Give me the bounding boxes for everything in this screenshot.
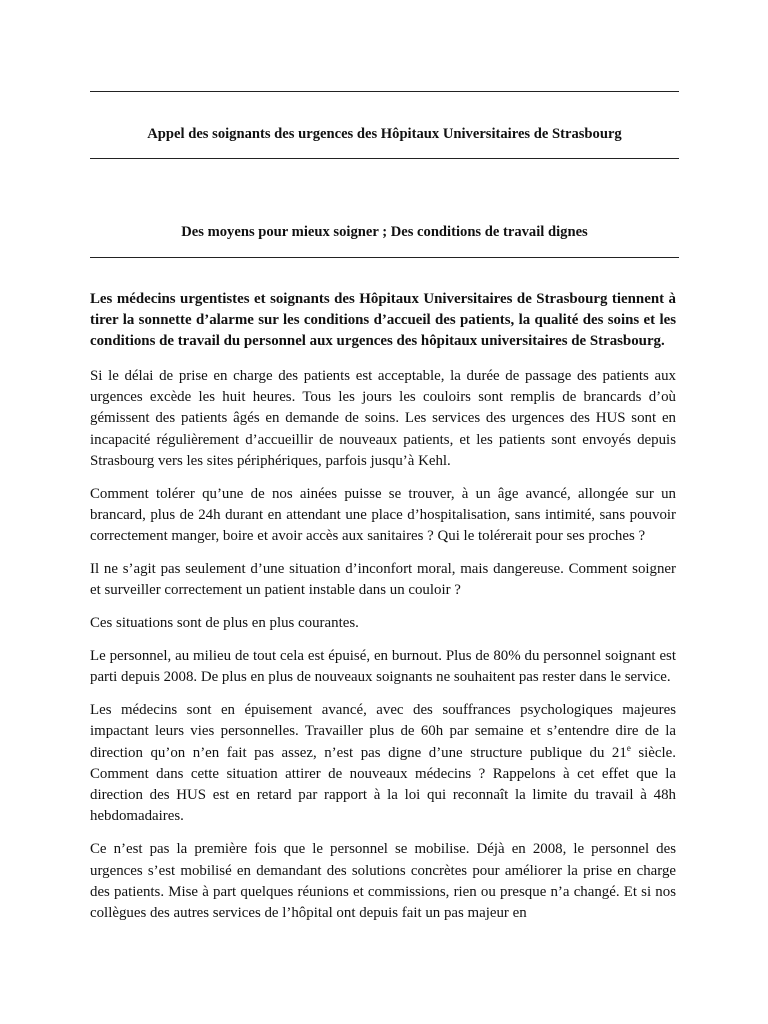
- paragraph-4: Ces situations sont de plus en plus courantes.: [90, 615, 359, 632]
- paragraph-7: Ce n’est pas la première fois que le personnel se mobilise. Déjà en 2008, le personnel des urgences s’est mobilisé en demandant des solutions concrètes pour améliorer la prise en charge des patients. Mise à part quelques réunions et commissions, rien ou presque n’a changé. Et si nos collègues des autres services de l’hôpital ont depuis fait un pas majeur en: [90, 841, 676, 922]
- title-rule: [90, 158, 679, 159]
- document-body: [90, 289, 676, 936]
- paragraph-1: Si le délai de prise en charge des patients est acceptable, la durée de passage des patients aux urgences excède les huit heures. Tous les jours les couloirs sont remplis de brancards d’où gémissent des patients âgés en demande de soins. Les services des urgences des HUS sont en incapacité régulièrement d’accueillir de nouveaux patients, et les patients sont envoyés depuis Strasbourg vers les sites périphériques, parfois jusqu’à Kehl.: [90, 367, 676, 469]
- paragraph-2: Comment tolérer qu’une de nos ainées puisse se trouver, à un âge avancé, allongée sur un brancard, plus de 24h durant en attendant une place d’hospitalisation, sans intimité, sans pouvoir correctement manger, boire et avoir accès aux sanitaires ? Qui le tolérerait pour ses proches ?: [90, 485, 676, 545]
- paragraph-6-end: siècle. Comment dans cette situation attirer de nouveaux médecins ? Rappelons à cet effet que la direction des HUS est en retard par rapport à la loi qui reconnaît la limite du travail à 48h hebdomadaires.: [90, 744, 676, 825]
- document-title: Appel des soignants des urgences des Hôpitaux Universitaires de Strasbourg: [147, 126, 622, 142]
- paragraph-5: Le personnel, au milieu de tout cela est épuisé, en burnout. Plus de 80% du personnel soignant est parti depuis 2008. De plus en plus de nouveaux soignants ne souhaitent pas rester dans le service.: [90, 647, 676, 686]
- paragraph-6: [90, 700, 676, 828]
- top-rule: [90, 91, 679, 92]
- subtitle-rule: [90, 257, 679, 258]
- document-subtitle: Des moyens pour mieux soigner ; Des conditions de travail dignes: [181, 224, 588, 240]
- paragraph-3: Il ne s’agit pas seulement d’une situation d’inconfort moral, mais dangereuse. Comment soigner et surveiller correctement un patient instable dans un couloir ?: [90, 560, 676, 599]
- paragraph-6-start: Les médecins sont en épuisement avancé, avec des souffrances psychologiques majeures impactant leurs vies personnelles. Travailler plus de 60h par semaine et s’entendre dire de la direction qu’on n’en fait pas assez, n’est pas digne d’une structure publique du 21: [90, 701, 676, 761]
- century-superscript: e: [626, 742, 631, 753]
- intro-paragraph: Les médecins urgentistes et soignants des Hôpitaux Universitaires de Strasbourg tiennent à tirer la sonnette d’alarme sur les conditions d’accueil des patients, la qualité des soins et les conditions de travail du personnel aux urgences des hôpitaux universitaires de Strasbourg.: [90, 291, 676, 350]
